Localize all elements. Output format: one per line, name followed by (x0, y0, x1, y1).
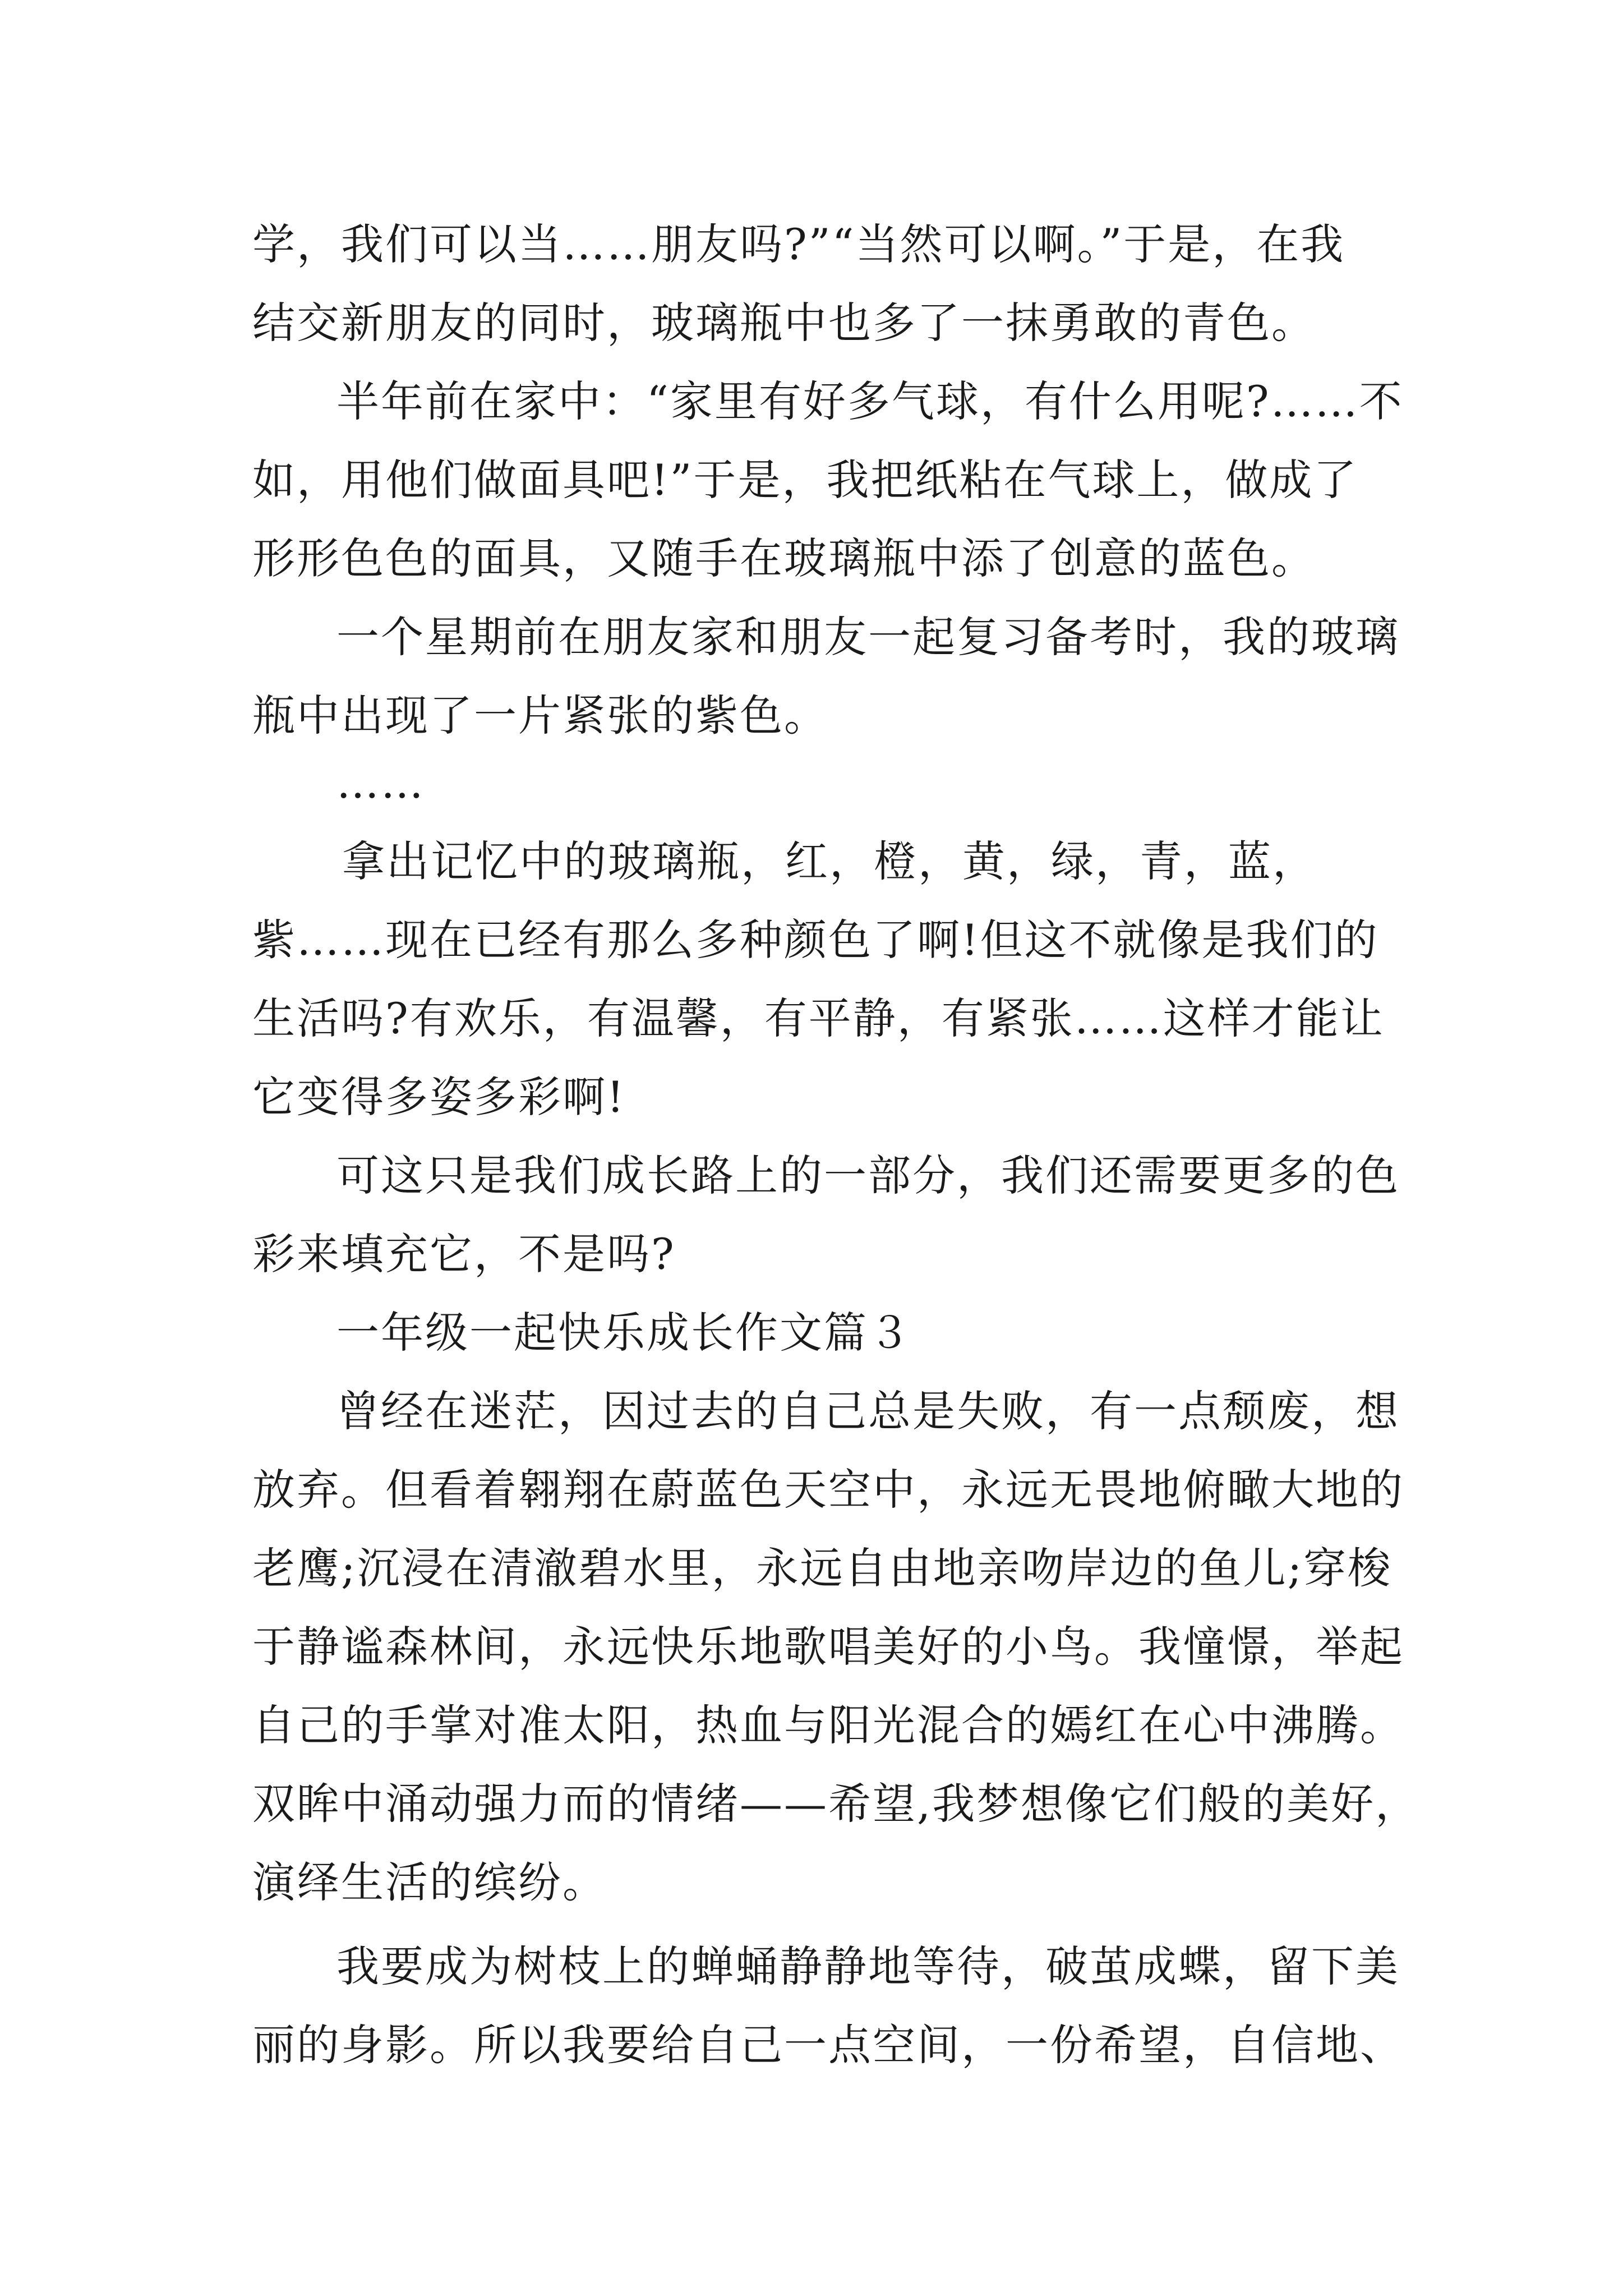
paragraph-start-line: 曾经在迷茫，因过去的自己总是失败，有一点颓废，想 (336, 1386, 1400, 1436)
text-line: 结交新朋友的同时，玻璃瓶中也多了一抹勇敢的青色。 (252, 298, 1316, 348)
text-line: 双眸中涌动强力而的情绪——希望,我梦想像它们般的美好， (252, 1779, 1420, 1829)
text-line: 放弃。但看着翱翔在蔚蓝色天空中，永远无畏地俯瞰大地的 (252, 1465, 1404, 1515)
text-line: 它变得多姿多彩啊! (252, 1072, 626, 1122)
text-line: 于静谧森林间，永远快乐地歌唱美好的小鸟。我憧憬，举起 (252, 1622, 1404, 1672)
text-line: 瓶中出现了一片紧张的紫色。 (252, 691, 828, 740)
text-line: 紫……现在已经有那么多种颜色了啊!但这不就像是我们的 (252, 915, 1379, 965)
paragraph-start-line: 一个星期前在朋友家和朋友一起复习备考时，我的玻璃 (336, 612, 1400, 662)
text-line: 演绎生活的缤纷。 (252, 1857, 607, 1907)
paragraph-start-line: 拿出记忆中的玻璃瓶，红，橙，黄，绿，青，蓝， (342, 836, 1317, 886)
text-line: 丽的身影。所以我要给自己一点空间，一份希望，自信地、 (252, 2020, 1404, 2070)
paragraph-start-line: 我要成为树枝上的蝉蛹静静地等待，破茧成蝶，留下美 (336, 1941, 1400, 1991)
section-heading: 一年级一起快乐成长作文篇３ (336, 1308, 912, 1358)
paragraph-start-line: 半年前在家中：“家里有好多气球，有什么用呢?……不 (336, 376, 1404, 426)
text-line: 学，我们可以当……朋友吗?”“当然可以啊。”于是，在我 (252, 219, 1345, 269)
text-line: 彩来填充它，不是吗? (252, 1229, 676, 1279)
paragraph-start-line: 可这只是我们成长路上的一部分，我们还需要更多的色 (336, 1151, 1400, 1200)
ellipsis-line: …… (336, 758, 425, 808)
text-line: 如，用他们做面具吧!”于是，我把纸粘在气球上，做成了 (252, 455, 1358, 505)
text-line: 生活吗?有欢乐，有温馨，有平静，有紧张……这样才能让 (252, 993, 1385, 1043)
text-line: 老鹰;沉浸在清澈碧水里，永远自由地亲吻岸边的鱼儿;穿梭 (252, 1543, 1393, 1593)
text-line: 自己的手掌对准太阳，热血与阳光混合的嫣红在心中沸腾。 (252, 1700, 1404, 1750)
text-line: 形形色色的面具，又随手在玻璃瓶中添了创意的蓝色。 (252, 533, 1316, 583)
